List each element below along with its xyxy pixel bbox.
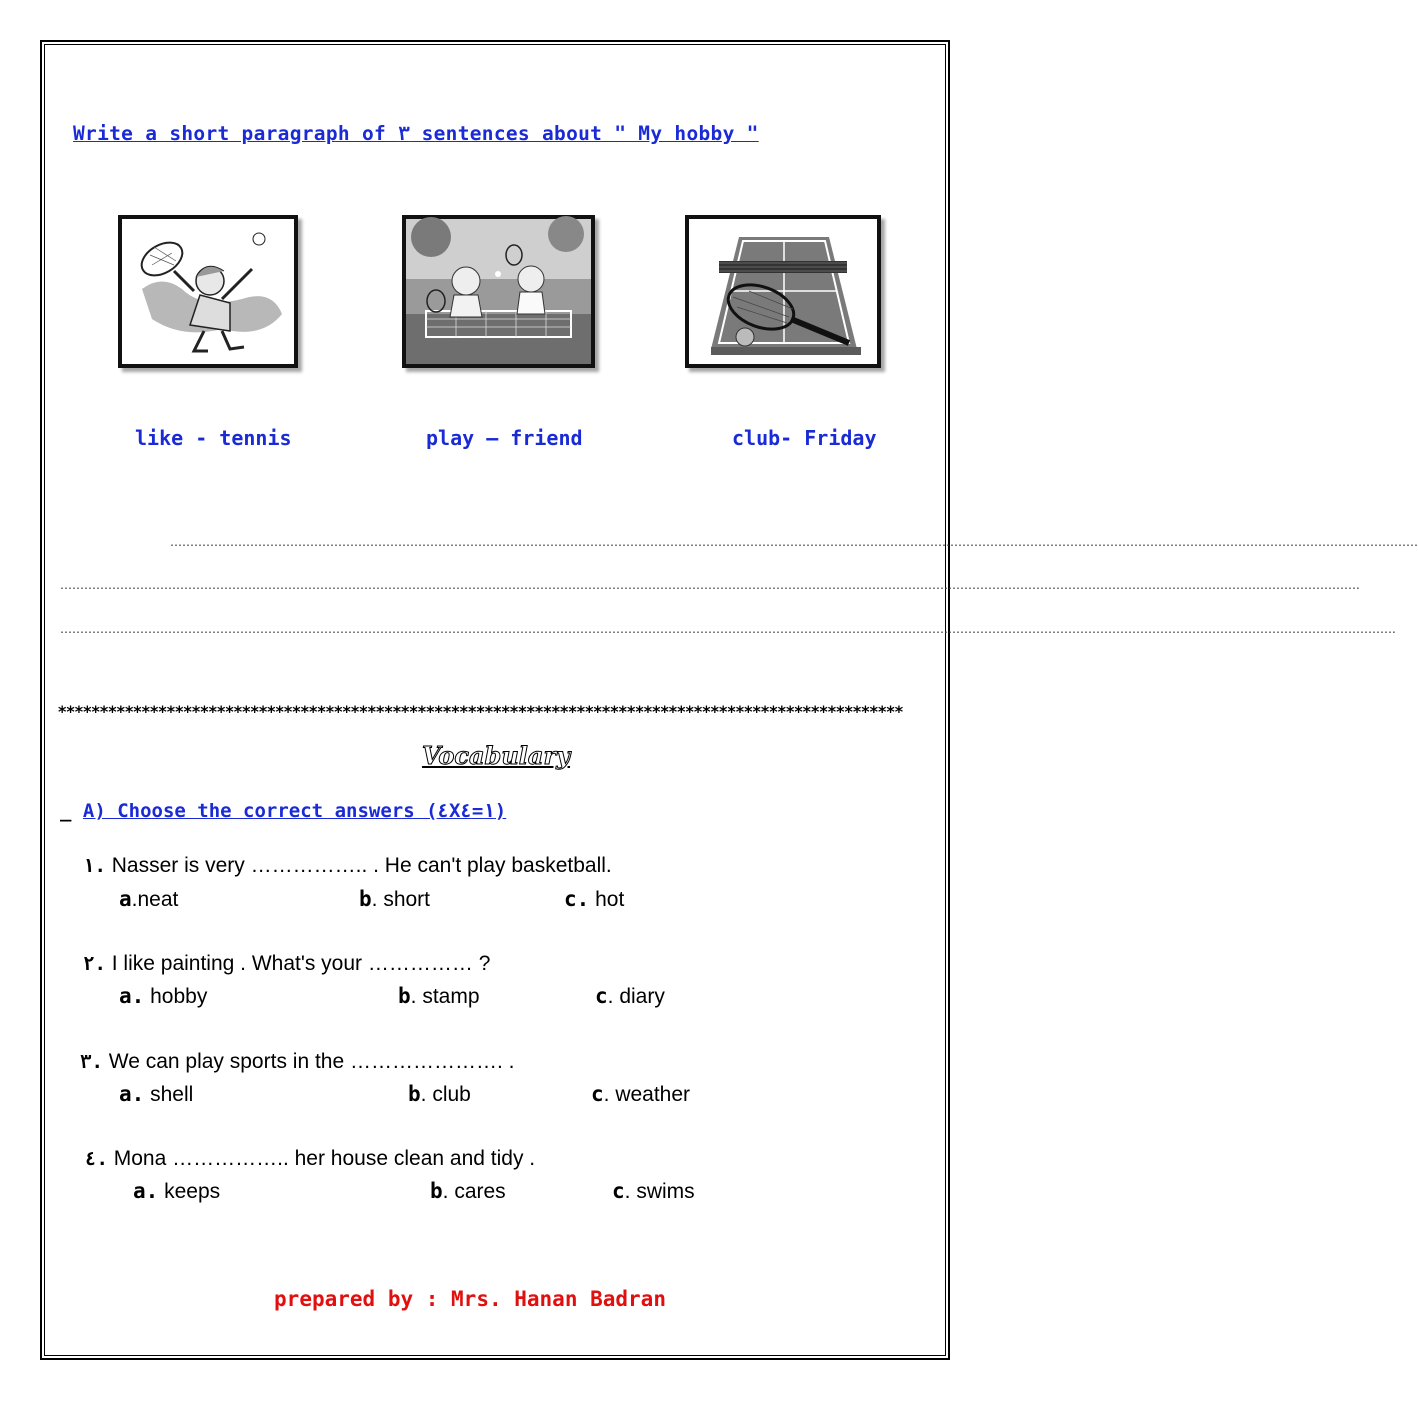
option-b[interactable] — [359, 887, 430, 912]
question-4 — [85, 1147, 535, 1171]
option-c[interactable] — [591, 1082, 690, 1107]
option-text: hot — [589, 888, 625, 911]
hint-1: like - tennis — [135, 426, 292, 450]
option-text: . weather — [603, 1083, 691, 1106]
option-text: . club — [420, 1083, 471, 1106]
question-text: I like painting . What's your …………… ? — [111, 952, 491, 975]
option-letter: c — [595, 984, 608, 1008]
option-letter: c — [612, 1179, 625, 1203]
option-letter: c — [591, 1082, 604, 1106]
option-text: .neat — [131, 888, 179, 911]
writing-line-1: …………………………………………………………………………………………………………………………………………………………………………………………………………………………………………………………………………………… — [170, 535, 1418, 549]
question-text: Nasser is very …………….. . He can't play basketball. — [111, 854, 612, 877]
option-text: . stamp — [410, 985, 480, 1008]
option-letter: b — [398, 984, 411, 1008]
question-3 — [80, 1050, 515, 1074]
writing-line-2: ………………………………………………………………………………………………………………………………………………………………………………………………………………………………………………………………………………………………. — [60, 578, 1360, 592]
section-prefix: _ — [60, 800, 72, 822]
writing-line-3: ………………………………………………………………………………………………………………………………………………………………………………………………………………………………………………………………………………………………………. — [60, 622, 1396, 636]
tennis-court-racket-icon — [685, 215, 881, 368]
section-a-heading — [60, 800, 506, 822]
option-text: keeps — [158, 1180, 221, 1203]
question-2 — [83, 952, 490, 976]
option-letter: a. — [119, 1082, 145, 1106]
option-letter: a — [119, 887, 132, 911]
question-text: We can play sports in the …………………. . — [108, 1050, 515, 1073]
option-c[interactable] — [564, 887, 624, 912]
question-number: ٢. — [83, 953, 106, 975]
option-a[interactable] — [119, 887, 178, 912]
option-text: . short — [371, 888, 431, 911]
option-b[interactable] — [430, 1179, 506, 1204]
section-a-label: A) Choose the correct answers (٤X١=٤) — [82, 800, 507, 822]
option-a[interactable] — [119, 984, 207, 1009]
option-letter: a. — [133, 1179, 159, 1203]
option-text: . cares — [442, 1180, 506, 1203]
option-c[interactable] — [595, 984, 665, 1009]
hint-3: club- Friday — [732, 426, 877, 450]
question-text: Mona …………….. her house clean and tidy . — [113, 1147, 536, 1170]
option-text: hobby — [144, 985, 208, 1008]
option-letter: b — [430, 1179, 443, 1203]
separator: ***************************************************************************************************** — [58, 702, 904, 721]
question-1 — [83, 854, 612, 878]
option-letter: b — [359, 887, 372, 911]
kids-playing-tennis-icon — [402, 215, 595, 368]
question-number: ٤. — [85, 1148, 108, 1170]
option-a[interactable] — [133, 1179, 220, 1204]
girl-playing-tennis-icon — [118, 215, 298, 368]
author-credit: prepared by : Mrs. Hanan Badran — [274, 1287, 666, 1311]
option-letter: b — [408, 1082, 421, 1106]
option-letter: a. — [119, 984, 145, 1008]
option-b[interactable] — [398, 984, 480, 1009]
hint-2: play – friend — [426, 426, 583, 450]
option-text: shell — [144, 1083, 194, 1106]
option-text: . diary — [607, 985, 665, 1008]
option-a[interactable] — [119, 1082, 193, 1107]
task-title: Write a short paragraph of ٣ sentences about " My hobby " — [73, 122, 759, 145]
option-c[interactable] — [612, 1179, 695, 1204]
option-letter: c. — [564, 887, 590, 911]
question-number: ٣. — [80, 1051, 103, 1073]
vocabulary-heading: Vocabulary — [421, 741, 571, 770]
question-number: ١. — [83, 855, 106, 877]
option-b[interactable] — [408, 1082, 471, 1107]
option-text: . swims — [624, 1180, 695, 1203]
